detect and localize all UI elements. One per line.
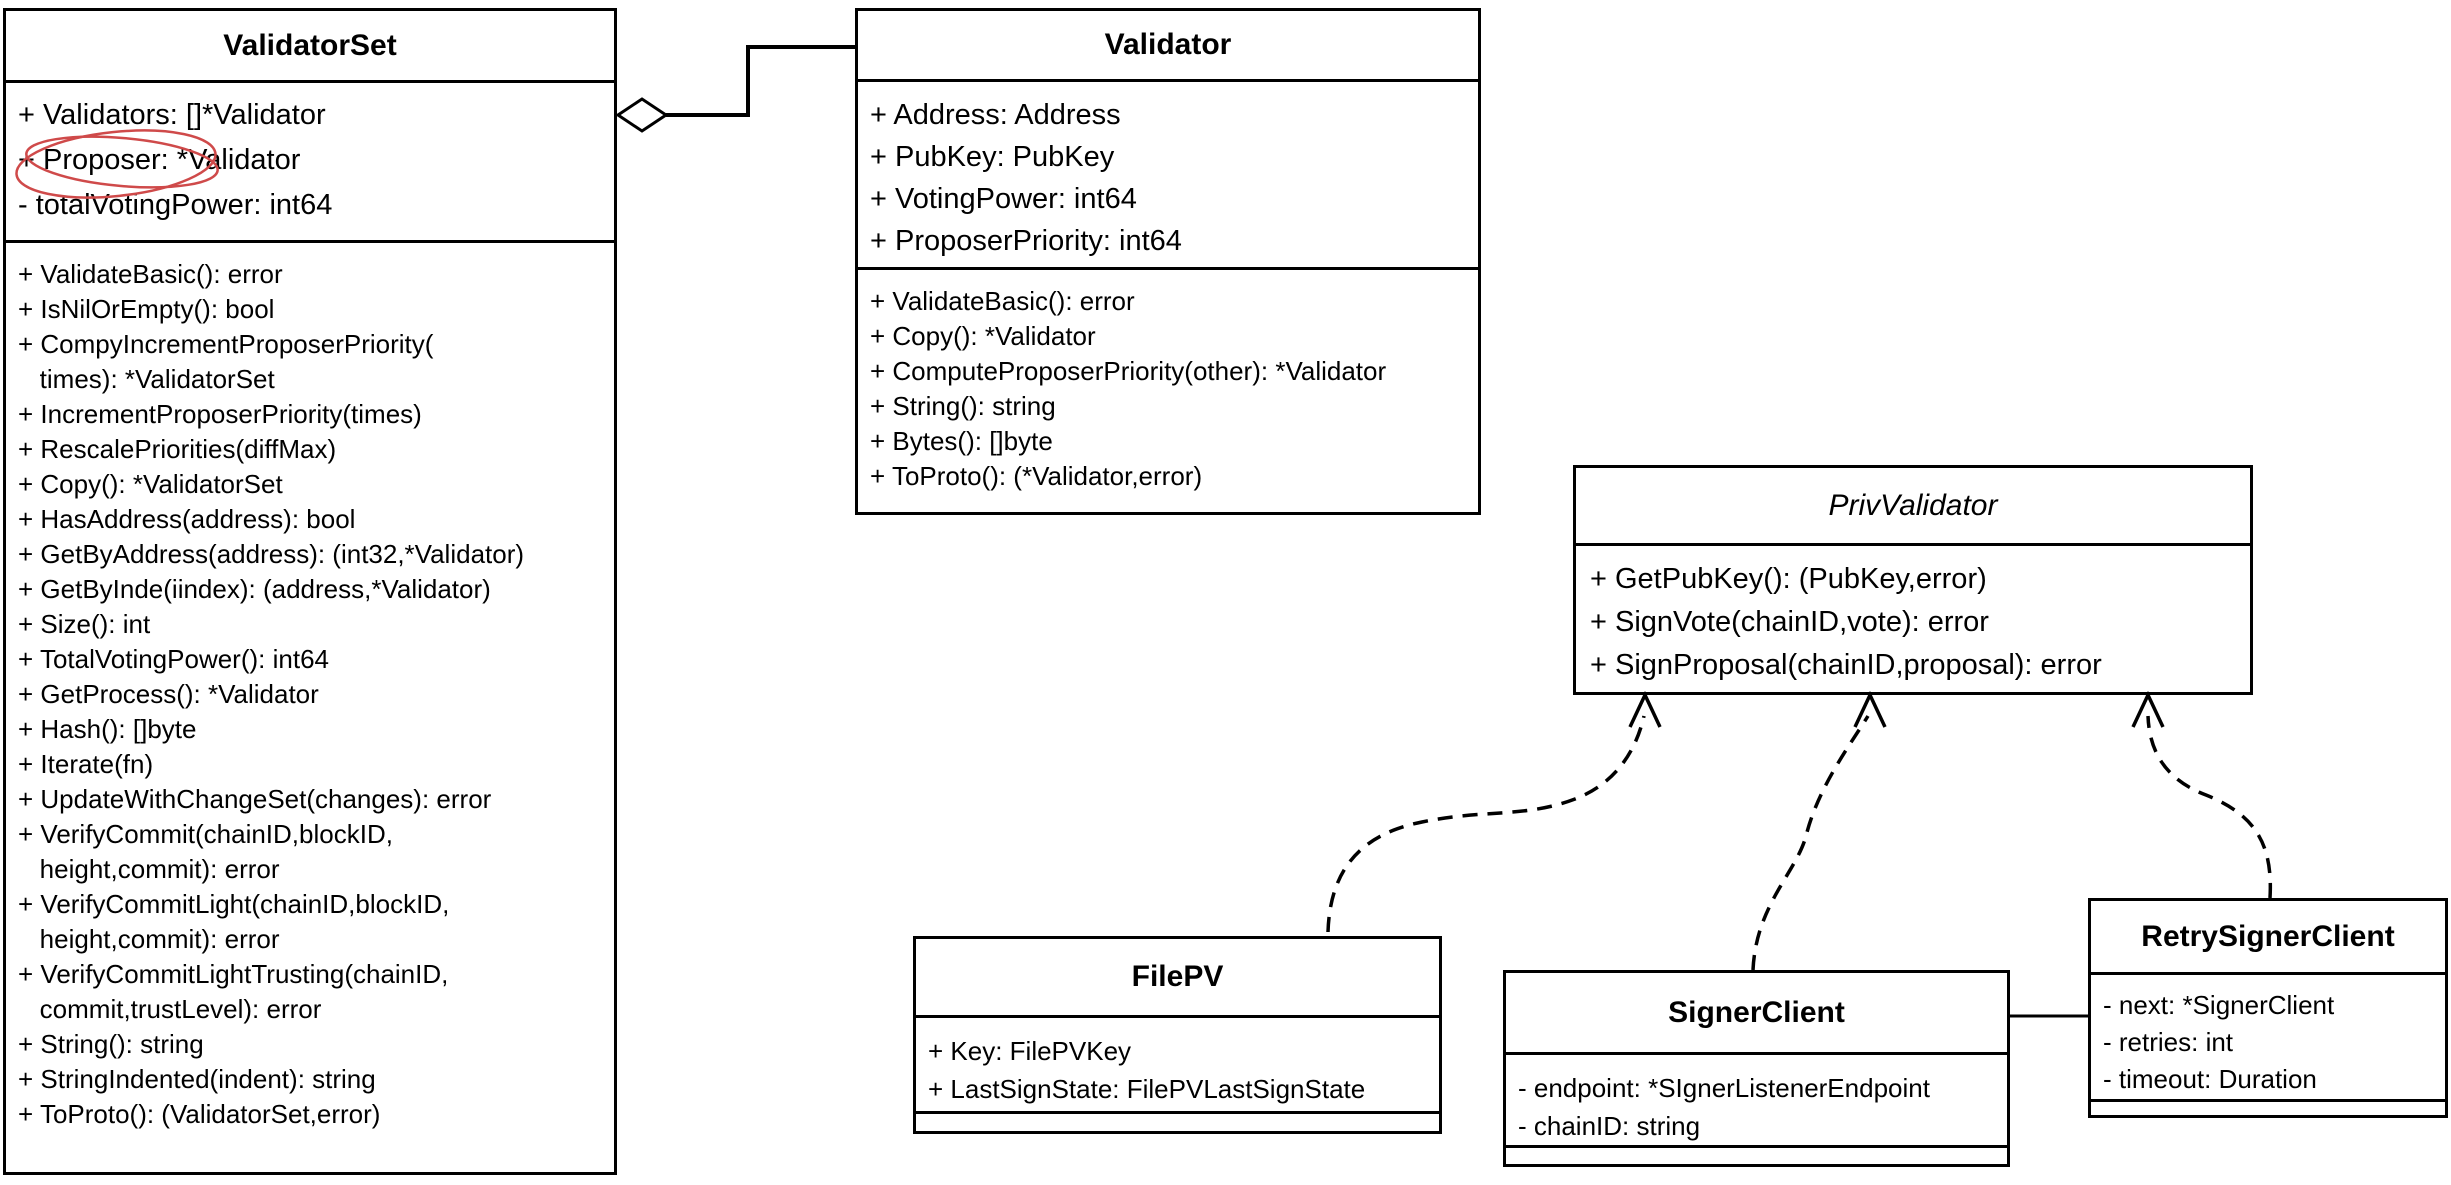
class-validator-attributes (858, 82, 1478, 270)
member-line: + IsNilOrEmpty(): bool (18, 294, 275, 324)
interface-privvalidator-methods (1576, 546, 2250, 692)
member-line: times): *ValidatorSet (18, 364, 275, 394)
member-line: + GetByInde(iindex): (address,*Validator) (18, 574, 491, 604)
member-line: + ValidateBasic(): error (18, 259, 283, 289)
member-line: + LastSignState: FilePVLastSignState (928, 1074, 1366, 1104)
member-line: + String(): string (870, 391, 1056, 421)
member-line: height,commit): error (18, 854, 280, 884)
member-line: + Size(): int (18, 609, 151, 639)
class-retrysignerclient-methods-empty (2091, 1102, 2445, 1115)
class-validator-title: Validator (858, 11, 1478, 82)
aggregation-validatorset-validator (618, 47, 855, 131)
class-retrysignerclient-attributes (2091, 975, 2445, 1102)
realization-arrowhead-icon (2133, 695, 2163, 727)
member-line: + ProposerPriority: int64 (870, 225, 1182, 257)
class-filepv-methods-empty (916, 1114, 1439, 1131)
aggregation-diamond-icon (618, 99, 666, 131)
member-line: + RescalePriorities(diffMax) (18, 434, 337, 464)
member-line: + GetByAddress(address): (int32,*Validator) (18, 539, 525, 569)
class-validatorset-title: ValidatorSet (6, 11, 614, 83)
member-line: - next: *SignerClient (2103, 990, 2335, 1020)
member-line: + SignProposal(chainID,proposal): error (1590, 649, 2102, 681)
member-line: + HasAddress(address): bool (18, 504, 356, 534)
class-signerclient (1503, 970, 2010, 1167)
member-line: + VerifyCommitLightTrusting(chainID, (18, 959, 449, 989)
class-validatorset-attributes (6, 83, 614, 243)
member-line: - totalVotingPower: int64 (18, 189, 333, 221)
member-line: + Hash(): []byte (18, 714, 197, 744)
member-line: + SignVote(chainID,vote): error (1590, 606, 1989, 638)
realization-arrowhead-icon (1630, 695, 1660, 727)
member-line: + UpdateWithChangeSet(changes): error (18, 784, 492, 814)
realization-dashed-line (1328, 716, 1644, 932)
member-line: + ComputeProposerPriority(other): *Validator (870, 356, 1387, 386)
member-line: + Proposer: *Validator (18, 144, 301, 176)
member-line: + CompyIncrementProposerPriority( (18, 329, 434, 359)
member-line: + String(): string (18, 1029, 204, 1059)
class-signerclient-title: SignerClient (1506, 973, 2007, 1055)
realization-arrowhead-icon (1855, 695, 1885, 727)
member-line: + Key: FilePVKey (928, 1036, 1132, 1066)
member-line: commit,trustLevel): error (18, 994, 322, 1024)
member-line: + TotalVotingPower(): int64 (18, 644, 329, 674)
realization-dashed-line (1753, 716, 1868, 970)
member-line: height,commit): error (18, 924, 280, 954)
class-signerclient-attributes (1506, 1055, 2007, 1148)
member-line: + StringIndented(indent): string (18, 1064, 376, 1094)
member-line: + Copy(): *Validator (870, 321, 1096, 351)
member-line: - retries: int (2103, 1027, 2234, 1057)
class-retrysignerclient (2088, 898, 2448, 1118)
member-line: + VerifyCommitLight(chainID,blockID, (18, 889, 450, 919)
member-line: + GetPubKey(): (PubKey,error) (1590, 563, 1987, 595)
realization-retrysignerclient-privvalidator (2133, 695, 2270, 898)
class-retrysignerclient-title: RetrySignerClient (2091, 901, 2445, 975)
member-line: + GetProcess(): *Validator (18, 679, 319, 709)
class-filepv-title: FilePV (916, 939, 1439, 1018)
member-line: + VerifyCommit(chainID,blockID, (18, 819, 393, 849)
member-line: + ValidateBasic(): error (870, 286, 1135, 316)
member-line: + Bytes(): []byte (870, 426, 1053, 456)
member-line: + VotingPower: int64 (870, 183, 1137, 215)
interface-privvalidator (1573, 465, 2253, 695)
member-line: + IncrementProposerPriority(times) (18, 399, 422, 429)
class-validatorset (3, 8, 617, 1175)
realization-filepv-privvalidator (1328, 695, 1660, 932)
member-line: - timeout: Duration (2103, 1064, 2317, 1094)
class-filepv-attributes (916, 1018, 1439, 1114)
aggregation-line (666, 47, 855, 115)
class-validator-methods (858, 270, 1478, 512)
realization-dashed-line (2148, 716, 2270, 898)
member-line: + ToProto(): (ValidatorSet,error) (18, 1099, 381, 1129)
interface-privvalidator-title: PrivValidator (1576, 468, 2250, 546)
class-filepv (913, 936, 1442, 1134)
class-signerclient-methods-empty (1506, 1148, 2007, 1164)
member-line: - chainID: string (1518, 1111, 1701, 1141)
class-validatorset-methods (6, 243, 614, 1172)
member-line: + Validators: []*Validator (18, 99, 326, 131)
member-line: + PubKey: PubKey (870, 141, 1115, 173)
member-line: + Copy(): *ValidatorSet (18, 469, 283, 499)
member-line: + ToProto(): (*Validator,error) (870, 461, 1203, 491)
member-line: - endpoint: *SIgnerListenerEndpoint (1518, 1073, 1930, 1103)
member-line: + Address: Address (870, 99, 1121, 131)
class-validator (855, 8, 1481, 515)
member-line: + Iterate(fn) (18, 749, 154, 779)
realization-signerclient-privvalidator (1753, 695, 1885, 970)
